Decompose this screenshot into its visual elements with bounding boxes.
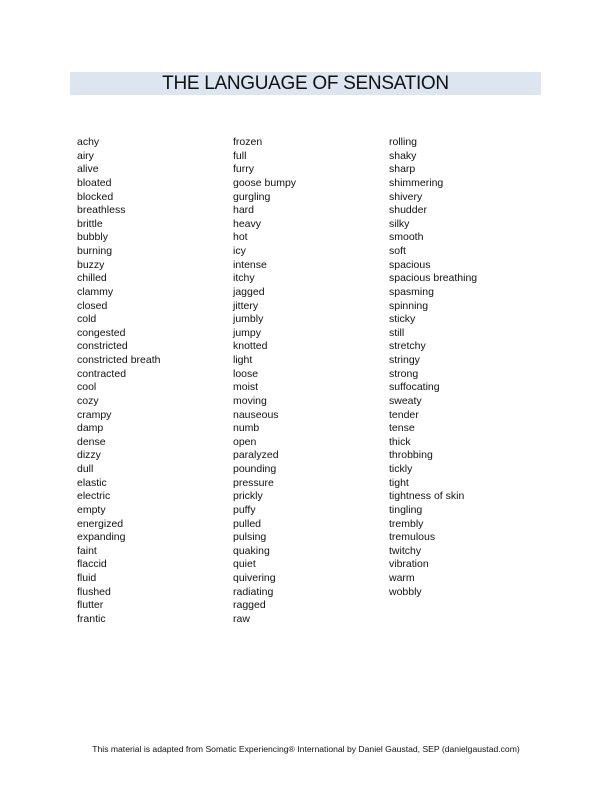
sensation-word: smooth bbox=[389, 231, 424, 244]
sensation-word: spacious bbox=[389, 258, 431, 271]
sensation-word: spinning bbox=[389, 299, 429, 312]
sensation-word: vibration bbox=[389, 558, 429, 571]
sensation-word: dizzy bbox=[77, 449, 101, 462]
sensation-word: puffy bbox=[233, 503, 256, 516]
sensation-word: crampy bbox=[77, 408, 112, 421]
sensation-word: paralyzed bbox=[233, 449, 279, 462]
sensation-word: sticky bbox=[389, 313, 416, 326]
sensation-word: dull bbox=[77, 463, 94, 475]
sensation-word: stringy bbox=[389, 354, 420, 366]
sensation-word: tender bbox=[389, 408, 419, 421]
sensation-word: elastic bbox=[77, 476, 107, 489]
sensation-word: still bbox=[389, 326, 405, 339]
sensation-word: knotted bbox=[233, 340, 268, 353]
sensation-word: shudder bbox=[389, 204, 427, 217]
sensation-word: constricted breath bbox=[77, 354, 161, 366]
sensation-word: shivery bbox=[389, 190, 423, 203]
sensation-word: nauseous bbox=[233, 408, 279, 421]
sensation-word: open bbox=[233, 435, 257, 448]
sensation-word: sweaty bbox=[389, 394, 422, 407]
sensation-word: stretchy bbox=[389, 340, 426, 353]
sensation-word: congested bbox=[77, 326, 126, 339]
sensation-word: jumbly bbox=[233, 313, 264, 326]
sensation-word: itchy bbox=[233, 272, 255, 285]
page-title: THE LANGUAGE OF SENSATION bbox=[162, 73, 449, 94]
sensation-word: burning bbox=[77, 245, 113, 257]
sensation-word: warm bbox=[389, 572, 415, 584]
sensation-word: pounding bbox=[233, 463, 277, 475]
sensation-word: achy bbox=[77, 136, 100, 148]
sensation-word: energized bbox=[77, 517, 124, 530]
sensation-word: jittery bbox=[233, 299, 259, 312]
sensation-word: trembly bbox=[389, 517, 424, 530]
sensation-word: flutter bbox=[77, 599, 104, 612]
sensation-word: goose bumpy bbox=[233, 176, 297, 189]
title-banner bbox=[70, 72, 541, 95]
sensation-word: tense bbox=[389, 422, 415, 435]
sensation-word: pulsing bbox=[233, 531, 267, 544]
sensation-word: pressure bbox=[233, 476, 274, 489]
sensation-word: raw bbox=[233, 612, 250, 625]
sensation-word: hard bbox=[233, 204, 255, 217]
sensation-word: quiet bbox=[233, 558, 256, 571]
sensation-word: breathless bbox=[77, 204, 126, 217]
sensation-word: flushed bbox=[77, 585, 111, 598]
sensation-word: buzzy bbox=[77, 258, 105, 271]
sensation-word: loose bbox=[233, 367, 259, 380]
sensation-word: prickly bbox=[233, 490, 263, 503]
sensation-word: throbbing bbox=[389, 449, 433, 462]
sensation-word: bubbly bbox=[77, 231, 108, 244]
sensation-word: alive bbox=[77, 163, 99, 176]
sensation-word: moist bbox=[233, 381, 259, 394]
sensation-word: heavy bbox=[233, 217, 262, 230]
sensation-word: constricted bbox=[77, 340, 128, 353]
sensation-word: cool bbox=[77, 381, 97, 394]
sensation-word: thick bbox=[389, 435, 411, 448]
sensation-word: dense bbox=[77, 435, 106, 448]
sensation-word: moving bbox=[233, 394, 267, 407]
sensation-word: blocked bbox=[77, 190, 114, 203]
sensation-word: expanding bbox=[77, 531, 126, 544]
sensation-word: full bbox=[233, 149, 247, 162]
sensation-word: icy bbox=[233, 245, 246, 257]
word-column-1 bbox=[77, 136, 160, 627]
sensation-word: ragged bbox=[233, 599, 266, 612]
sensation-word: wobbly bbox=[389, 585, 422, 598]
sensation-word: cozy bbox=[77, 394, 99, 407]
sensation-word: hot bbox=[233, 231, 248, 244]
sensation-word: spasming bbox=[389, 285, 434, 298]
sensation-word: gurgling bbox=[233, 190, 271, 203]
sensation-word: shimmering bbox=[389, 176, 444, 189]
word-column-2 bbox=[233, 136, 296, 627]
sensation-word: soft bbox=[389, 245, 406, 257]
sensation-word: intense bbox=[233, 258, 267, 271]
sensation-word: airy bbox=[77, 149, 94, 162]
sensation-word: tight bbox=[389, 476, 409, 489]
sensation-word: light bbox=[233, 354, 253, 366]
sensation-word: cold bbox=[77, 313, 97, 326]
sensation-word: rolling bbox=[389, 136, 418, 148]
sensation-word: spacious breathing bbox=[389, 272, 478, 285]
sensation-word: twitchy bbox=[389, 544, 422, 557]
sensation-word: tickly bbox=[389, 463, 413, 475]
sensation-word: furry bbox=[233, 163, 254, 176]
sensation-word: damp bbox=[77, 422, 104, 435]
sensation-word: quaking bbox=[233, 544, 270, 557]
sensation-word: tingling bbox=[389, 503, 423, 516]
sensation-word: sharp bbox=[389, 163, 416, 176]
sensation-word: brittle bbox=[77, 217, 103, 230]
sensation-word: faint bbox=[77, 544, 97, 557]
sensation-word: clammy bbox=[77, 285, 114, 298]
sensation-word: strong bbox=[389, 367, 419, 380]
sensation-word: tremulous bbox=[389, 531, 436, 544]
sensation-word: quivering bbox=[233, 572, 276, 584]
sensation-word: frantic bbox=[77, 612, 106, 625]
sensation-word: silky bbox=[389, 217, 410, 230]
sensation-word: frozen bbox=[233, 136, 263, 148]
sensation-word: bloated bbox=[77, 176, 112, 189]
sensation-word: flaccid bbox=[77, 558, 107, 571]
sensation-word: tightness of skin bbox=[389, 490, 465, 503]
sensation-word: electric bbox=[77, 490, 111, 503]
sensation-word: fluid bbox=[77, 572, 97, 584]
sensation-word: closed bbox=[77, 299, 108, 312]
sensation-word: radiating bbox=[233, 585, 274, 598]
sensation-word: numb bbox=[233, 422, 260, 435]
footer-attribution: This material is adapted from Somatic Experiencing® International by Daniel Gaustad, SEP (danielgaustad.com) bbox=[92, 744, 520, 754]
word-column-3 bbox=[389, 136, 477, 599]
sensation-word: chilled bbox=[77, 272, 107, 285]
sensation-word: jumpy bbox=[233, 326, 262, 339]
sensation-word: shaky bbox=[389, 149, 417, 162]
sensation-word: pulled bbox=[233, 517, 262, 530]
sensation-word: jagged bbox=[233, 285, 265, 298]
sensation-word: empty bbox=[77, 503, 106, 516]
sensation-word: suffocating bbox=[389, 381, 440, 394]
sensation-word: contracted bbox=[77, 367, 127, 380]
